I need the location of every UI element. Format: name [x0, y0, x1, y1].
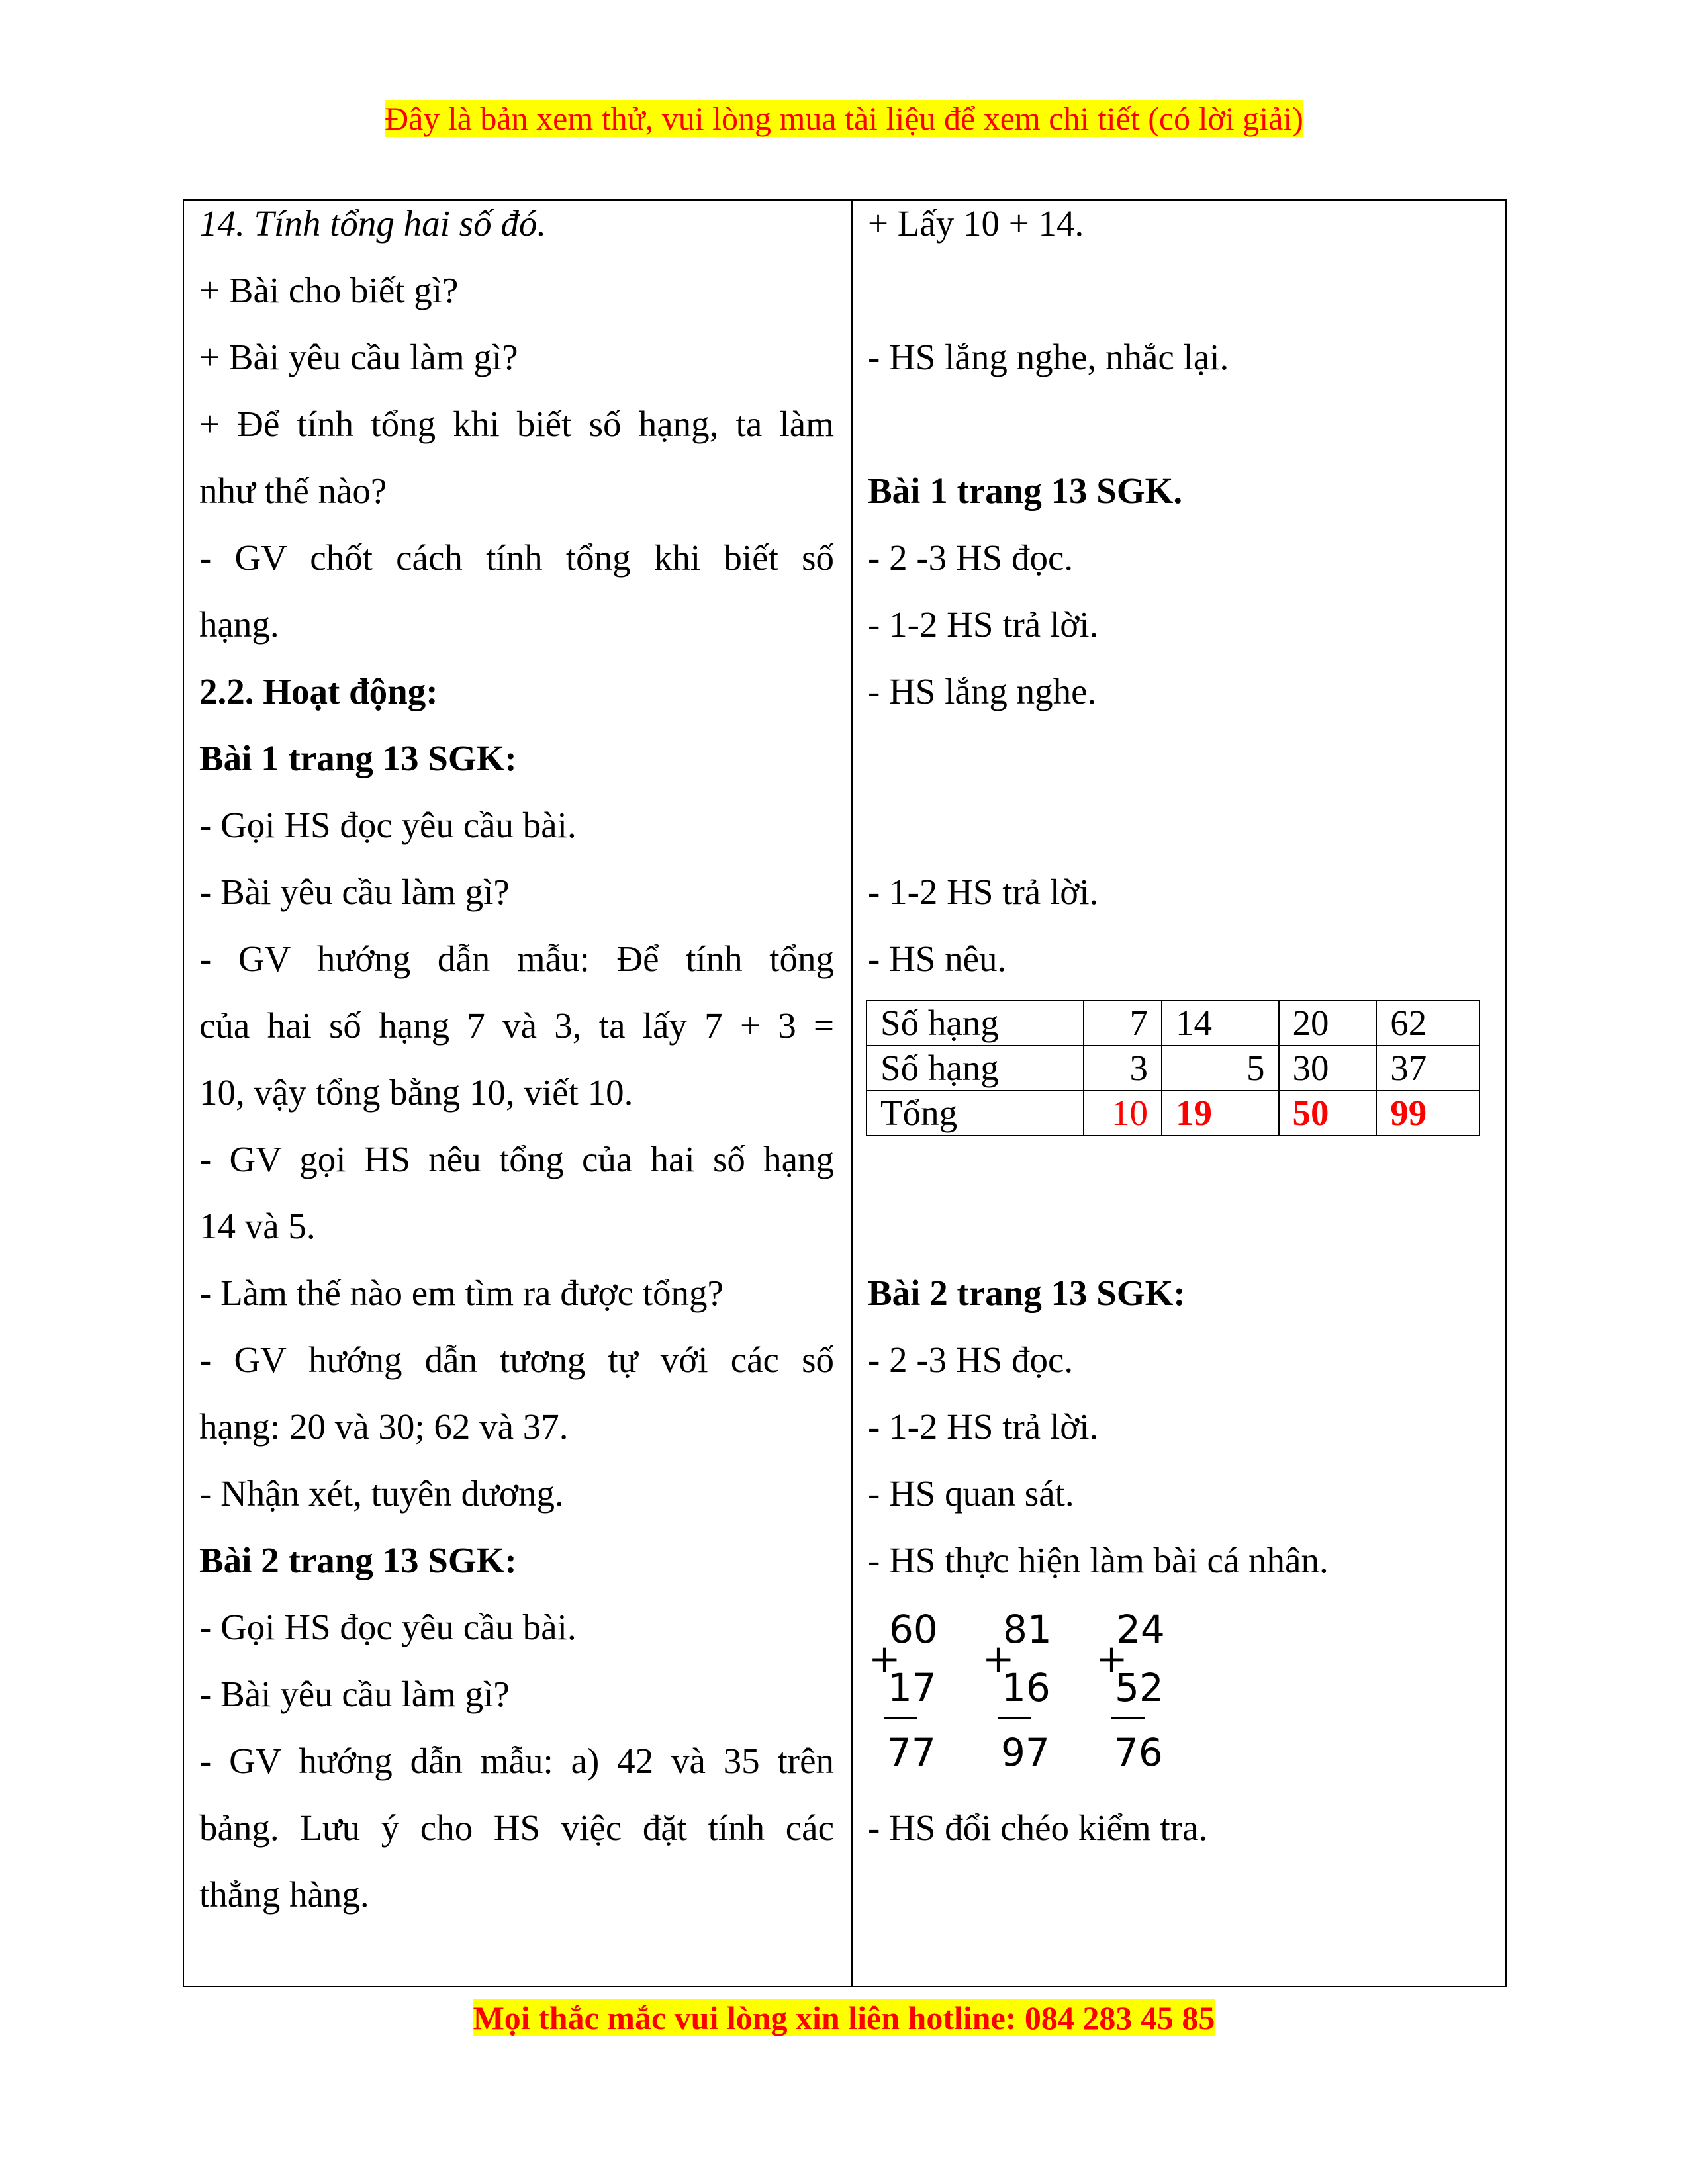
cell-value: 14 — [1162, 1001, 1279, 1046]
sum-line — [1111, 1717, 1145, 1719]
cell-value: 20 — [1279, 1001, 1377, 1046]
addend: 52 — [1115, 1665, 1164, 1710]
hotline-notice — [0, 1999, 1688, 2037]
text-line: - HS thực hiện làm bài cá nhân. — [868, 1540, 1329, 1580]
text-line: 14 và 5. — [199, 1206, 316, 1246]
text-line: - Gọi HS đọc yêu cầu bài. — [199, 1607, 577, 1647]
text-line: - Gọi HS đọc yêu cầu bài. — [199, 805, 577, 845]
text-line: - GV hướng dẫn mẫu: a) 42 và 35 trên — [199, 1741, 834, 1781]
sum-result: 97 — [1001, 1730, 1050, 1775]
text-line: - Bài yêu cầu làm gì? — [199, 1674, 510, 1714]
sum-table-row — [867, 1001, 1479, 1046]
plus-sign: + — [1096, 1636, 1128, 1681]
text-line: + Bài yêu cầu làm gì? — [199, 337, 518, 377]
cell-value: 10 — [1084, 1091, 1162, 1136]
text-line: - 2 -3 HS đọc. — [868, 1340, 1074, 1380]
cell-value: 37 — [1376, 1046, 1479, 1091]
row-label: Số hạng — [867, 1001, 1084, 1046]
cell-value: 19 — [1162, 1091, 1279, 1136]
sum-result: 76 — [1114, 1730, 1163, 1775]
text-line: + Lấy 10 + 14. — [868, 203, 1084, 244]
hotline-text: Mọi thắc mắc vui lòng xin liên hotline: 084 283 45 85 — [473, 1999, 1215, 2036]
text-line: bảng. Lưu ý cho HS việc đặt tính các — [199, 1807, 834, 1848]
cell-value: 30 — [1279, 1046, 1377, 1091]
sum-table-row — [867, 1091, 1479, 1136]
text-line: - GV hướng dẫn tương tự với các số — [199, 1340, 834, 1380]
text-line: - GV gọi HS nêu tổng của hai số hạng — [199, 1139, 834, 1179]
row-label: Tổng — [867, 1091, 1084, 1136]
text-line: - Nhận xét, tuyên dương. — [199, 1473, 564, 1514]
cell-value: 3 — [1084, 1046, 1162, 1091]
text-line: - 2 -3 HS đọc. — [868, 537, 1074, 578]
sum-table-row — [867, 1046, 1479, 1091]
section-heading: 2.2. Hoạt động: — [199, 671, 438, 711]
section-heading: Bài 1 trang 13 SGK. — [868, 471, 1183, 511]
text-line: của hai số hạng 7 và 3, ta lấy 7 + 3 = — [199, 1005, 834, 1046]
plus-sign: + — [982, 1636, 1015, 1681]
preview-notice — [0, 99, 1688, 138]
row-label: Số hạng — [867, 1046, 1084, 1091]
addend: 81 — [1003, 1607, 1052, 1652]
cell-value: 50 — [1279, 1091, 1377, 1136]
text-line: - Bài yêu cầu làm gì? — [199, 872, 510, 912]
text-line: + Bài cho biết gì? — [199, 270, 459, 310]
cell-value: 5 — [1162, 1046, 1279, 1091]
text-line: 10, vậy tổng bằng 10, viết 10. — [199, 1072, 633, 1113]
addend: 24 — [1116, 1607, 1165, 1652]
section-heading: Bài 1 trang 13 SGK: — [199, 738, 517, 778]
sum-result: 77 — [887, 1730, 936, 1775]
cell-value: 99 — [1376, 1091, 1479, 1136]
section-heading: Bài 2 trang 13 SGK: — [199, 1540, 517, 1580]
text-line: - Làm thế nào em tìm ra được tổng? — [199, 1273, 724, 1313]
sum-line — [884, 1717, 917, 1719]
sum-table — [866, 1000, 1480, 1136]
text-line: như thế nào? — [199, 471, 387, 511]
text-line: - HS quan sát. — [868, 1473, 1074, 1514]
text-line: - GV hướng dẫn mẫu: Để tính tổng — [199, 938, 834, 979]
text-line: - 1-2 HS trả lời. — [868, 872, 1099, 912]
text-line: - 1-2 HS trả lời. — [868, 1406, 1099, 1447]
text-line: 14. Tính tổng hai số đó. — [199, 203, 547, 244]
text-line: thẳng hàng. — [199, 1874, 369, 1915]
section-heading: Bài 2 trang 13 SGK: — [868, 1273, 1186, 1313]
plus-sign: + — [868, 1636, 901, 1681]
preview-notice-text: Đây là bản xem thử, vui lòng mua tài liệu để xem chi tiết (có lời giải) — [385, 100, 1303, 137]
column-divider — [851, 199, 853, 1987]
text-line: - 1-2 HS trả lời. — [868, 604, 1099, 645]
text-line: hạng. — [199, 604, 279, 645]
addend: 60 — [889, 1607, 938, 1652]
cell-value: 62 — [1376, 1001, 1479, 1046]
sum-line — [998, 1717, 1031, 1719]
text-line: + Để tính tổng khi biết số hạng, ta làm — [199, 404, 834, 444]
text-line: - HS lắng nghe. — [868, 671, 1097, 711]
addend: 17 — [888, 1665, 937, 1710]
addend: 16 — [1002, 1665, 1051, 1710]
text-line: - HS lắng nghe, nhắc lại. — [868, 337, 1229, 377]
text-line: - GV chốt cách tính tổng khi biết số — [199, 537, 834, 578]
cell-value: 7 — [1084, 1001, 1162, 1046]
text-line: - HS nêu. — [868, 938, 1007, 979]
text-line: - HS đổi chéo kiểm tra. — [868, 1807, 1208, 1848]
text-line: hạng: 20 và 30; 62 và 37. — [199, 1406, 569, 1447]
